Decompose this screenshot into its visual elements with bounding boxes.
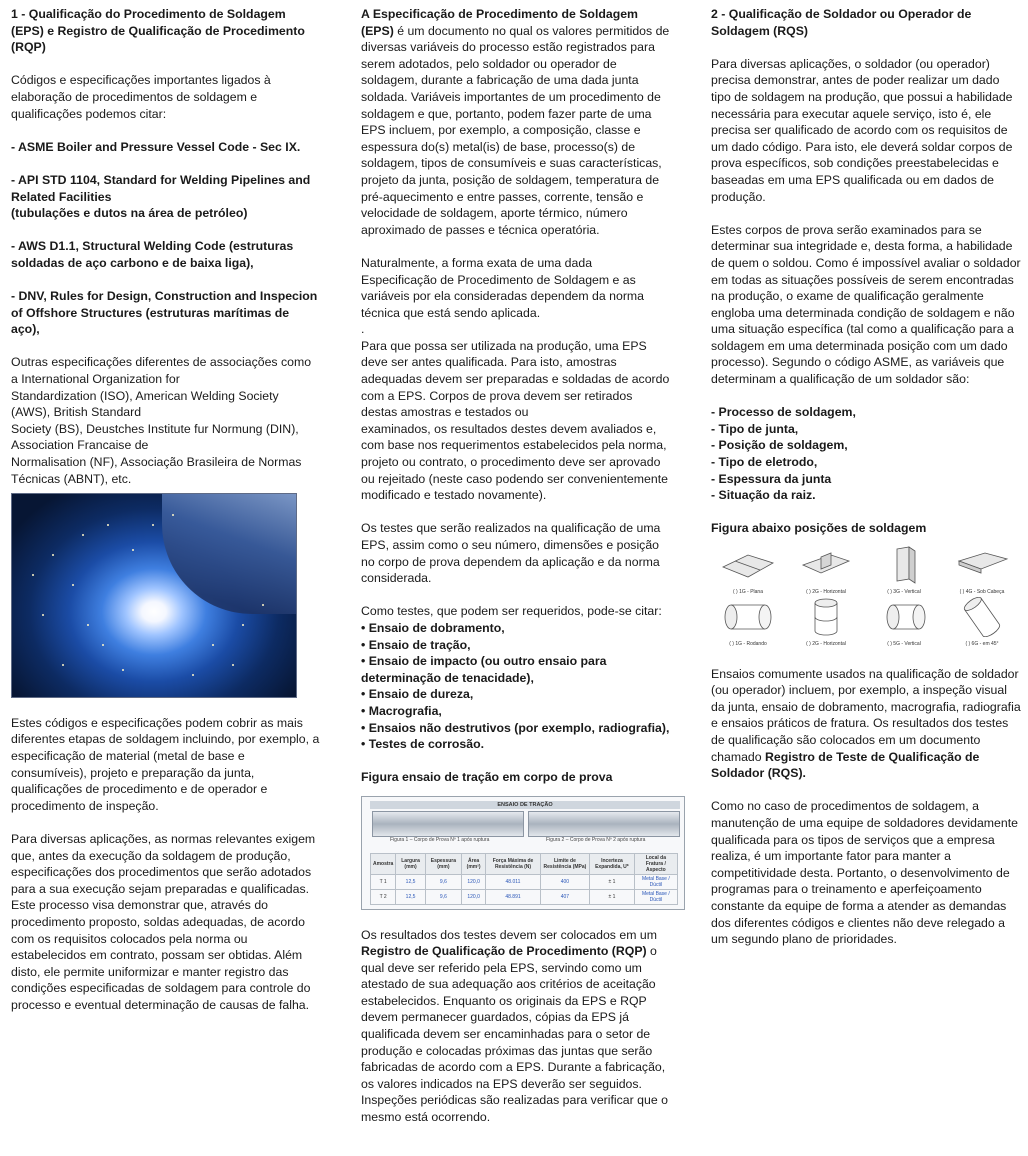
tests-paragraph: Os testes que serão realizados na qualificação de uma EPS, assim como o seu número, dimensões e posição no corpo de prova dependem da aplicação e da norma considerada.	[361, 521, 661, 586]
rqp-text-a: Os resultados dos testes devem ser colocados em um	[361, 927, 657, 942]
pipe-horizontal-icon	[791, 597, 861, 637]
eps-definition-text: é um documento no qual os valores permitidos de diversas variáveis do processo estão registrados para serem adotados, pelo soldador ou operador de soldagem, durante a fabricação de uma dada junta soldada. Variáveis importantes de um procedimento de soldagem e que, portanto, podem fazer parte de uma EPS incluem, por exemplo, a composição, classe e espessura do(s) metal(is) de base, processo(s) de soldagem, tipos de consumíveis e suas características, projeto da junta, posição de soldagem, temperatura de pré-aquecimento e entre passes, corrente, tensão e velocidade de soldagem, aporte térmico, número aproximado de passes e técnica operatória.	[361, 23, 670, 237]
column-2	[361, 6, 671, 1126]
position-6g-pipe	[947, 597, 1017, 647]
test-item: • Ensaio de tração,	[361, 637, 471, 652]
tensile-results-table	[370, 853, 678, 905]
table-cell: 48.011	[486, 874, 541, 889]
pipe-vertical-icon	[869, 597, 939, 637]
spark-dot	[72, 584, 74, 586]
position-caption: ( ) 5G - Vertical	[887, 641, 921, 647]
position-1g-plate	[713, 545, 783, 595]
table-row	[371, 889, 678, 904]
table-row	[371, 874, 678, 889]
specimen-1-image	[372, 811, 524, 837]
tensile-figure-title: Figura ensaio de tração em corpo de prova	[361, 770, 613, 785]
table-cell: T 2	[371, 889, 396, 904]
code-api: - API STD 1104, Standard for Welding Pipelines and Related Facilities (tubulações e dutos na área de petróleo)	[11, 172, 311, 221]
rqp-term: Registro de Qualificação de Procedimento (RQP)	[361, 944, 647, 959]
table-header: Área (mm²)	[461, 853, 485, 874]
table-cell: 9,6	[425, 889, 461, 904]
spark-dot	[82, 534, 84, 536]
variable-item: - Situação da raiz.	[711, 488, 816, 503]
table-cell: 12,5	[396, 889, 426, 904]
position-2g-pipe	[791, 597, 861, 647]
welder-qualification-paragraph: Para diversas aplicações, o soldador (ou operador) precisa demonstrar, antes de poder realizar um dado tipo de soldagem na produção, que possui a habilidade necessária para executar aquele serviço, isto é, ele precisa ser qualificado de acordo com os requisitos de um dado código. Para isto, ele deverá soldar corpos de prova específicos, sob condições preestabelecidas e baseadas em uma EPS qualificada ou em dados de produção.	[711, 56, 1013, 204]
spark-dot	[212, 644, 214, 646]
spark-dot	[232, 664, 234, 666]
codes-coverage-paragraph: Estes códigos e especificações podem cobrir as mais diferentes etapas de soldagem incluindo, por exemplo, a especificação de material (metal de base e consumíveis), projeto e preparação da junta, qualificações de procedimento e de operador e procedimento de inspeção.	[11, 715, 320, 813]
table-header: Força Máxima de Resistência (N)	[486, 853, 541, 874]
position-3g-plate	[869, 545, 939, 595]
spark-dot	[242, 624, 244, 626]
specimen-1-caption: Figura 1 – Corpo de Prova Nº 1 após ruptura	[390, 836, 490, 843]
spark-dot	[152, 524, 154, 526]
pipe-rolling-icon	[713, 597, 783, 637]
variable-item: - Posição de soldagem,	[711, 438, 848, 453]
test-specimen-paragraph: Estes corpos de prova serão examinados para se determinar sua integridade e, desta forma, a habilidade de quem o soldou. Como é impossível avaliar o soldador em todas as situações possíveis de serem encontradas na produção, o exame de qualificação geralmente engloba uma determinada condição de soldagem e não uma situação específica (tal como a qualificação para a soldagem em uma determinada posição com um dado processo). Segundo o código ASME, as variáveis que determinam a qualificação de um soldador são:	[711, 222, 1021, 387]
spark-dot	[122, 669, 124, 671]
table-cell: 400	[540, 874, 589, 889]
column-1	[11, 6, 321, 1014]
test-item: • Testes de corrosão.	[361, 737, 484, 752]
table-cell: Metal Base / Dúctil	[634, 889, 677, 904]
team-maintenance-paragraph: Como no caso de procedimentos de soldagem, a manutenção de uma equipe de soldadores devidamente qualificada para os tipos de serviços que a empresa realiza, é um importante fator para manter a competitividade desta. Portanto, o desenvolvimento de programas para o treinamento e aperfeiçoamento constante da equipe de forma a atender as demandas dos diferentes códigos e clientes não deve relegado a um segundo plano de prioridades.	[711, 799, 1018, 947]
table-header-row	[371, 853, 678, 874]
test-item: • Ensaio de dureza,	[361, 687, 474, 702]
position-4g-plate	[947, 545, 1017, 595]
spark-dot	[52, 554, 54, 556]
table-cell: Metal Base / Dúctil	[634, 874, 677, 889]
eps-qualification-paragraph: Para que possa ser utilizada na produção, uma EPS deve ser antes qualificada. Para isto, amostras adequadas devem ser preparadas e soldadas de acordo com a EPS. Corpos de prova devem ser retirados destas amostras e testados ou examinados, os resultados destes devem avaliados e, com base nos requerimentos estabelecidos pela norma, projeto ou contrato, o procedimento deve ser aprovado ou rejeitado (neste caso podendo ser convenientemente modificado e testado novamente).	[361, 338, 670, 503]
code-aws: - AWS D1.1, Structural Welding Code (estruturas soldadas de aço carbono e de baixa liga),	[11, 239, 294, 270]
welding-photo	[11, 493, 297, 698]
tensile-figure-header: ENSAIO DE TRAÇÃO	[370, 801, 680, 809]
variable-item: - Tipo de junta,	[711, 421, 799, 436]
position-caption: ( ) 6G - em 45°	[965, 641, 999, 647]
section-2-heading: 2 - Qualificação de Soldador ou Operador de Soldagem (RQS)	[711, 7, 972, 38]
variable-item: - Tipo de eletrodo,	[711, 455, 818, 470]
pipe-45-icon	[947, 597, 1017, 637]
tests-intro: Como testes, que podem ser requeridos, pode-se citar:	[361, 604, 662, 619]
position-5g-pipe	[869, 597, 939, 647]
test-item: • Macrografia,	[361, 703, 442, 718]
other-specs: Outras especificações diferentes de associações como a International Organization for Standardization (ISO), American Welding Society (AWS), British Standard Society (BS), Deustches Institute fur Normung (DIN), Association Francaise de Normalisation (NF), Associação Brasileira de Normas Técnicas (ABNT), etc.	[11, 355, 312, 486]
spark-dot	[192, 674, 194, 676]
plate-flat-icon	[713, 545, 783, 585]
table-header: Amostra	[371, 853, 396, 874]
plate-vertical-icon	[869, 545, 939, 585]
table-cell: 120,0	[461, 874, 485, 889]
plate-overhead-icon	[947, 545, 1017, 585]
table-header: Limite de Resistência (MPa)	[540, 853, 589, 874]
table-header: Local da Fratura / Aspecto	[634, 853, 677, 874]
column-3	[711, 6, 1021, 948]
position-caption: ( ) 1G - Rodando	[729, 641, 767, 647]
position-caption: ( ) 1G - Plana	[732, 589, 763, 595]
spark-dot	[107, 524, 109, 526]
welding-torch-shape	[162, 494, 297, 614]
table-cell: 9,6	[425, 874, 461, 889]
specimen-2-image	[528, 811, 680, 837]
plate-horizontal-icon	[791, 545, 861, 585]
welding-positions-figure	[711, 545, 1019, 649]
welder-tests-text: Ensaios comumente usados na qualificação de soldador (ou operador) incluem, por exemplo, a inspeção visual da junta, ensaio de dobramento, macrografia, radiografia e ensaios práticos de fratura. Os resultados dos testes de qualificação são colocados em um documento chamado	[711, 666, 1021, 764]
variable-item: - Processo de soldagem,	[711, 405, 856, 420]
test-item: • Ensaio de impacto (ou outro ensaio para determinação de tenacidade),	[361, 654, 607, 685]
rqs-term: Registro de Teste de Qualificação de Soldador (RQS).	[711, 749, 980, 781]
procedure-qualification-paragraph: Para diversas aplicações, as normas relevantes exigem que, antes da execução da soldagem de produção, especificações dos procedimentos que serão adotados para a sua execução sejam preparadas e qualificadas. Este processo visa demonstrar que, através do procedimento proposto, soldas adequadas, de acordo com os requisitos colocados pela norma ou estabelecidos em contrato, possam ser obtidas. Além disto, ele permite uniformizar e manter registro das condições especificadas de soldagem para controle do processo e eventual determinação de causas de falha.	[11, 831, 316, 1012]
spark-dot	[132, 549, 134, 551]
table-cell: ± 1	[590, 889, 635, 904]
test-item: • Ensaio de dobramento,	[361, 620, 505, 635]
eps-definition	[361, 6, 671, 238]
position-caption: ( ) 2G - Horizontal	[806, 641, 846, 647]
position-caption: ( ) 2G - Horizontal	[806, 589, 846, 595]
table-header: Incerteza Expandida, U*	[590, 853, 635, 874]
table-cell: 407	[540, 889, 589, 904]
rqp-text-b: o qual deve ser referido pela EPS, servindo como um atestado de sua adequação aos critérios de aceitação estabelecidos. Enquanto os originais da EPS e RQP devem permanecer guardados, cópias da EPS já qualificada devem ser encaminhadas para o setor de produção e colocadas próximas das juntas que serão fabricadas de acordo com a EPS. Durante a fabricação, os valores indicados na EPS deverão ser seguidos. Inspeções periódicas são realizadas para verificar que o mesmo está ocorrendo.	[361, 944, 668, 1125]
table-cell: ± 1	[590, 874, 635, 889]
table-cell: 12,5	[396, 874, 426, 889]
specimen-2-caption: Figura 2 – Corpo de Prova Nº 2 após ruptura	[546, 836, 646, 843]
spark-dot	[32, 574, 34, 576]
table-cell: T 1	[371, 874, 396, 889]
table-header: Espessura (mm)	[425, 853, 461, 874]
welder-tests-paragraph	[711, 666, 1021, 782]
table-header: Largura (mm)	[396, 853, 426, 874]
test-item: • Ensaios não destrutivos (por exemplo, radiografia),	[361, 720, 670, 735]
eps-term: A Especificação de Procedimento de Soldagem (EPS)	[361, 7, 638, 38]
position-caption: ( ) 3G - Vertical	[887, 589, 921, 595]
spark-dot	[87, 624, 89, 626]
spark-dot	[102, 644, 104, 646]
eps-norm-paragraph: Naturalmente, a forma exata de uma dada Especificação de Procedimento de Soldagem e as variáveis por ela consideradas dependem da norma técnica que está sendo aplicada. .	[361, 255, 644, 337]
rqp-paragraph	[361, 927, 671, 1126]
positions-figure-title: Figura abaixo posições de soldagem	[711, 521, 927, 536]
tensile-test-figure	[361, 796, 685, 910]
table-cell: 120,0	[461, 889, 485, 904]
spark-dot	[42, 614, 44, 616]
code-dnv: - DNV, Rules for Design, Construction and Inspecion of Offshore Structures (estruturas marítimas de aço),	[11, 289, 318, 337]
code-asme: - ASME Boiler and Pressure Vessel Code - Sec IX.	[11, 139, 301, 154]
spark-dot	[62, 664, 64, 666]
position-2g-plate	[791, 545, 861, 595]
codes-intro: Códigos e especificações importantes ligados à elaboração de procedimentos de soldagem e qualificações podemos citar:	[11, 73, 271, 121]
position-caption: ( ) 4G - Sob Cabeça	[959, 589, 1005, 595]
position-1g-pipe	[713, 597, 783, 647]
table-cell: 48.891	[486, 889, 541, 904]
variable-item: - Espessura da junta	[711, 471, 832, 486]
section-1-heading: 1 - Qualificação do Procedimento de Soldagem (EPS) e Registro de Qualificação de Procedimento (RQP)	[11, 7, 305, 55]
